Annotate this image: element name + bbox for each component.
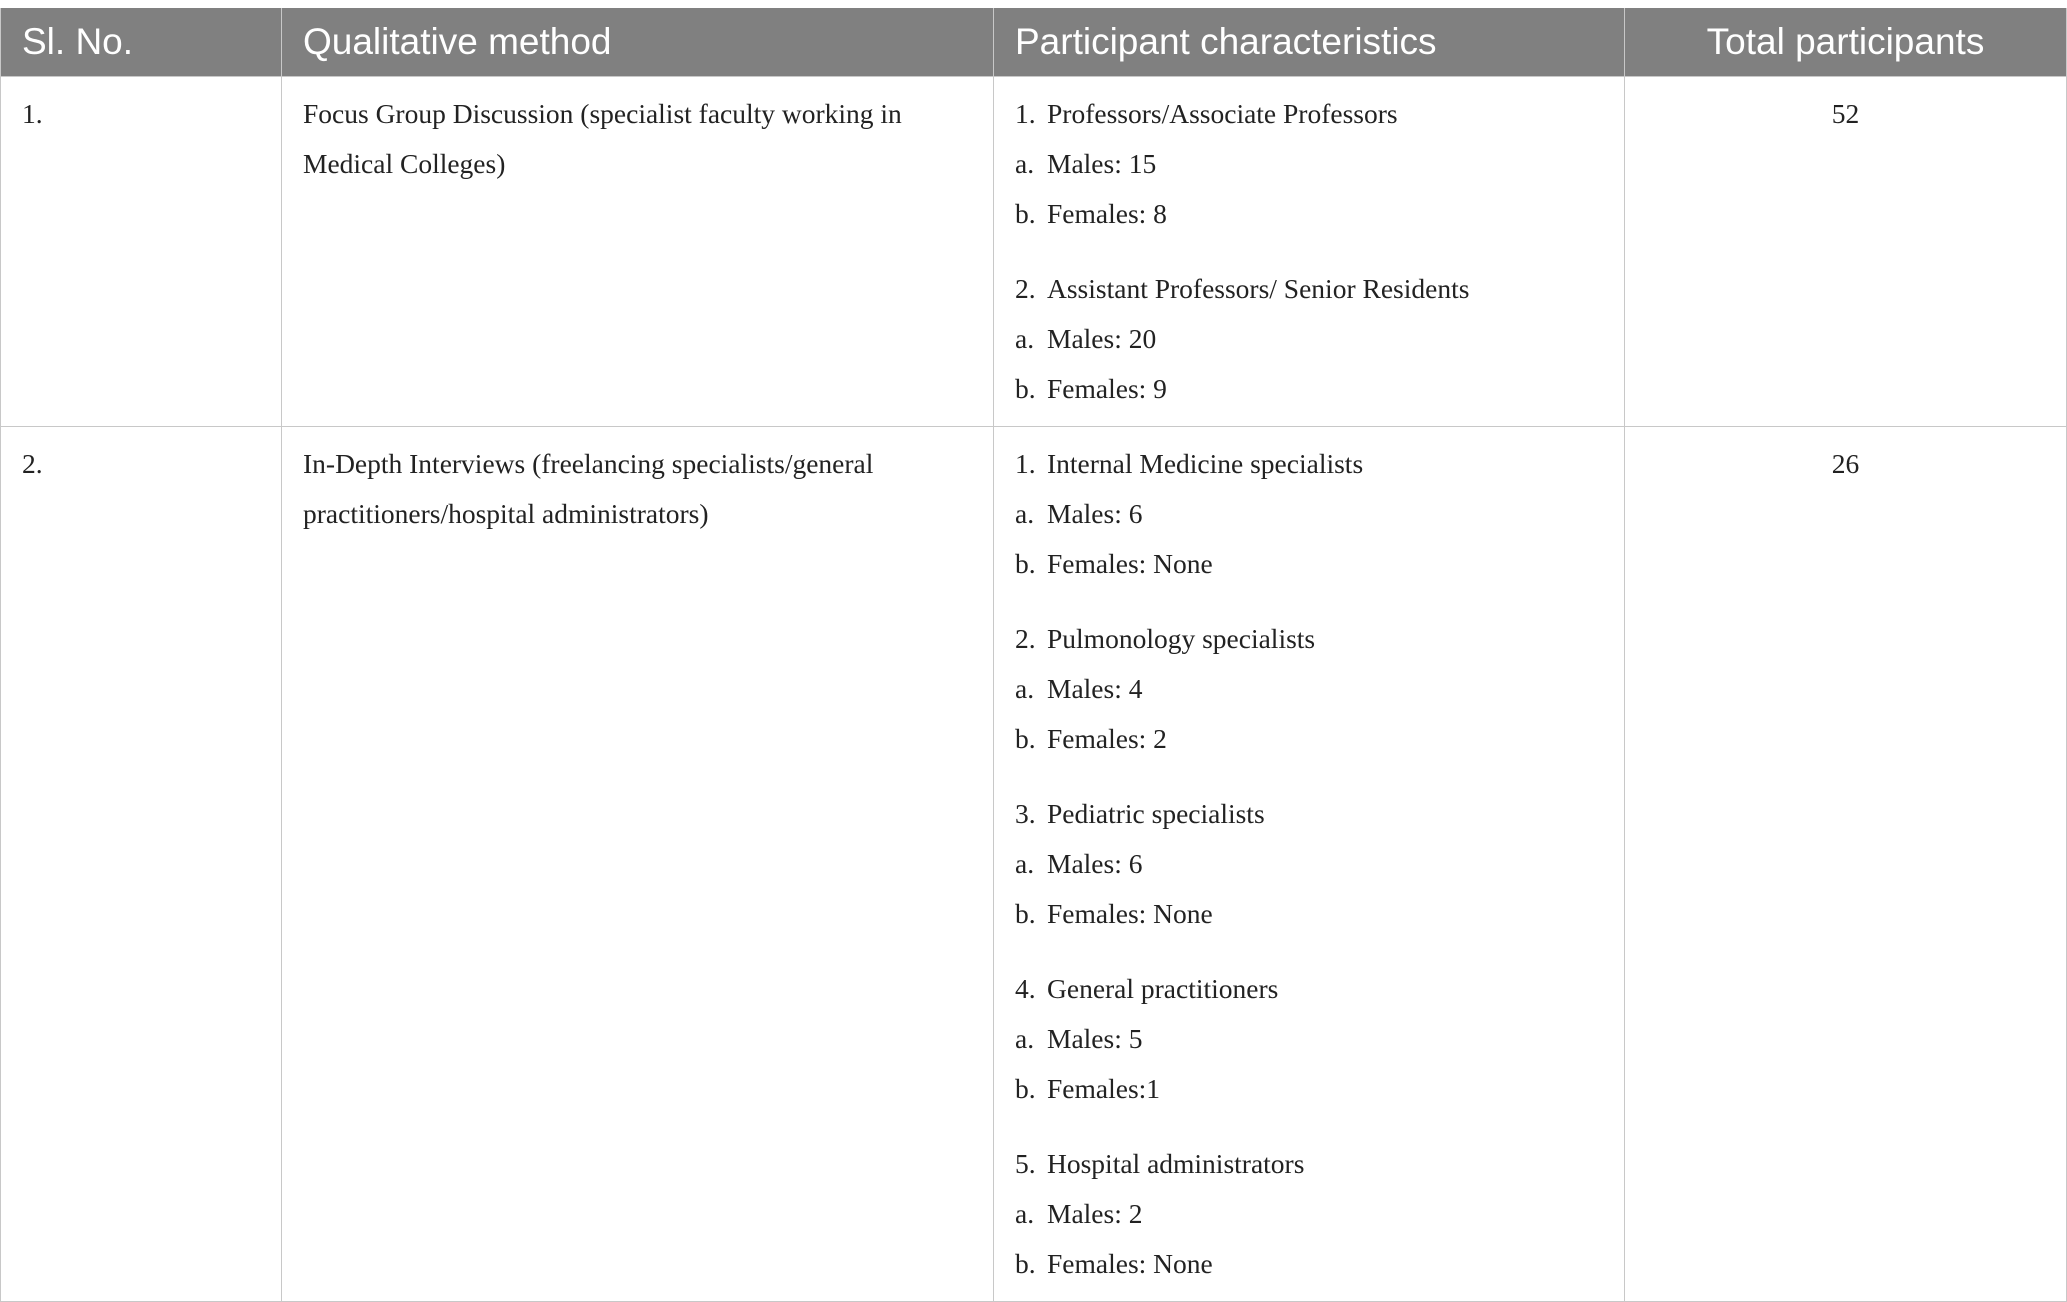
group-title-text: General practitioners (1047, 972, 1279, 1004)
list-item-text: Females: 9 (1047, 372, 1167, 404)
list-item (1015, 539, 1604, 589)
list-item-text: Males: 15 (1047, 147, 1157, 179)
characteristic-group (1015, 439, 1604, 589)
list-marker: 5. (1015, 1147, 1036, 1179)
list-item (1015, 839, 1604, 889)
list-marker: b. (1015, 547, 1036, 579)
header-sl-no: Sl. No. (1, 8, 282, 76)
list-item-text: Males: 20 (1047, 322, 1157, 354)
list-item-text: Females: None (1047, 897, 1213, 929)
list-item (1015, 1064, 1604, 1114)
list-item (1015, 1014, 1604, 1064)
header-participant-characteristics: Participant characteristics (994, 8, 1625, 76)
list-item-text: Females: 2 (1047, 722, 1167, 754)
method-cell: In-Depth Interviews (freelancing specialists/general practitioners/hospital administrators) (282, 426, 994, 1301)
characteristic-group (1015, 1139, 1604, 1289)
sl-no-cell: 1. (1, 76, 282, 426)
group-title-text: Professors/Associate Professors (1047, 97, 1398, 129)
list-item-text: Males: 6 (1047, 497, 1143, 529)
group-title-text: Internal Medicine specialists (1047, 447, 1364, 479)
list-marker: b. (1015, 722, 1036, 754)
list-marker: a. (1015, 1022, 1035, 1054)
list-marker: a. (1015, 497, 1035, 529)
group-title (1015, 264, 1604, 314)
list-item (1015, 489, 1604, 539)
list-marker: a. (1015, 672, 1035, 704)
group-title (1015, 1139, 1604, 1189)
list-item-text: Males: 6 (1047, 847, 1143, 879)
group-title (1015, 964, 1604, 1014)
list-item-text: Males: 4 (1047, 672, 1143, 704)
list-item (1015, 364, 1604, 414)
table-row (1, 426, 2067, 1301)
table-header-row (1, 8, 2067, 76)
characteristics-cell (994, 426, 1625, 1301)
group-title (1015, 614, 1604, 664)
header-qualitative-method: Qualitative method (282, 8, 994, 76)
list-marker: 1. (1015, 97, 1036, 129)
characteristics-cell (994, 76, 1625, 426)
list-marker: a. (1015, 322, 1035, 354)
method-cell: Focus Group Discussion (specialist faculty working in Medical Colleges) (282, 76, 994, 426)
list-marker: b. (1015, 1072, 1036, 1104)
list-item (1015, 139, 1604, 189)
list-marker: 1. (1015, 447, 1036, 479)
list-item (1015, 1239, 1604, 1289)
list-item-text: Females: None (1047, 1247, 1213, 1279)
list-marker: b. (1015, 197, 1036, 229)
list-marker: b. (1015, 897, 1036, 929)
sl-no-cell: 2. (1, 426, 282, 1301)
characteristic-group (1015, 789, 1604, 939)
list-item (1015, 714, 1604, 764)
participants-table (0, 8, 2067, 1302)
list-marker: a. (1015, 847, 1035, 879)
characteristic-group (1015, 614, 1604, 764)
characteristic-group (1015, 964, 1604, 1114)
group-title (1015, 789, 1604, 839)
list-item (1015, 664, 1604, 714)
list-item-text: Males: 5 (1047, 1022, 1143, 1054)
list-item-text: Females:1 (1047, 1072, 1161, 1104)
list-item-text: Females: 8 (1047, 197, 1167, 229)
list-item-text: Females: None (1047, 547, 1213, 579)
group-title-text: Pediatric specialists (1047, 797, 1265, 829)
list-item (1015, 1189, 1604, 1239)
list-item-text: Males: 2 (1047, 1197, 1143, 1229)
list-marker: 3. (1015, 797, 1036, 829)
list-marker: a. (1015, 147, 1035, 179)
characteristic-group (1015, 89, 1604, 239)
list-marker: 4. (1015, 972, 1036, 1004)
list-marker: 2. (1015, 622, 1036, 654)
participants-table-container (0, 8, 2066, 1302)
group-title-text: Pulmonology specialists (1047, 622, 1316, 654)
table-row (1, 76, 2067, 426)
list-marker: a. (1015, 1197, 1035, 1229)
list-marker: b. (1015, 1247, 1036, 1279)
list-marker: b. (1015, 372, 1036, 404)
list-item (1015, 889, 1604, 939)
total-cell: 26 (1625, 426, 2067, 1301)
list-item (1015, 314, 1604, 364)
list-item (1015, 189, 1604, 239)
group-title-text: Assistant Professors/ Senior Residents (1047, 272, 1470, 304)
total-cell: 52 (1625, 76, 2067, 426)
group-title (1015, 439, 1604, 489)
group-title-text: Hospital administrators (1047, 1147, 1305, 1179)
characteristic-group (1015, 264, 1604, 414)
header-total-participants: Total participants (1625, 8, 2067, 76)
list-marker: 2. (1015, 272, 1036, 304)
group-title (1015, 89, 1604, 139)
